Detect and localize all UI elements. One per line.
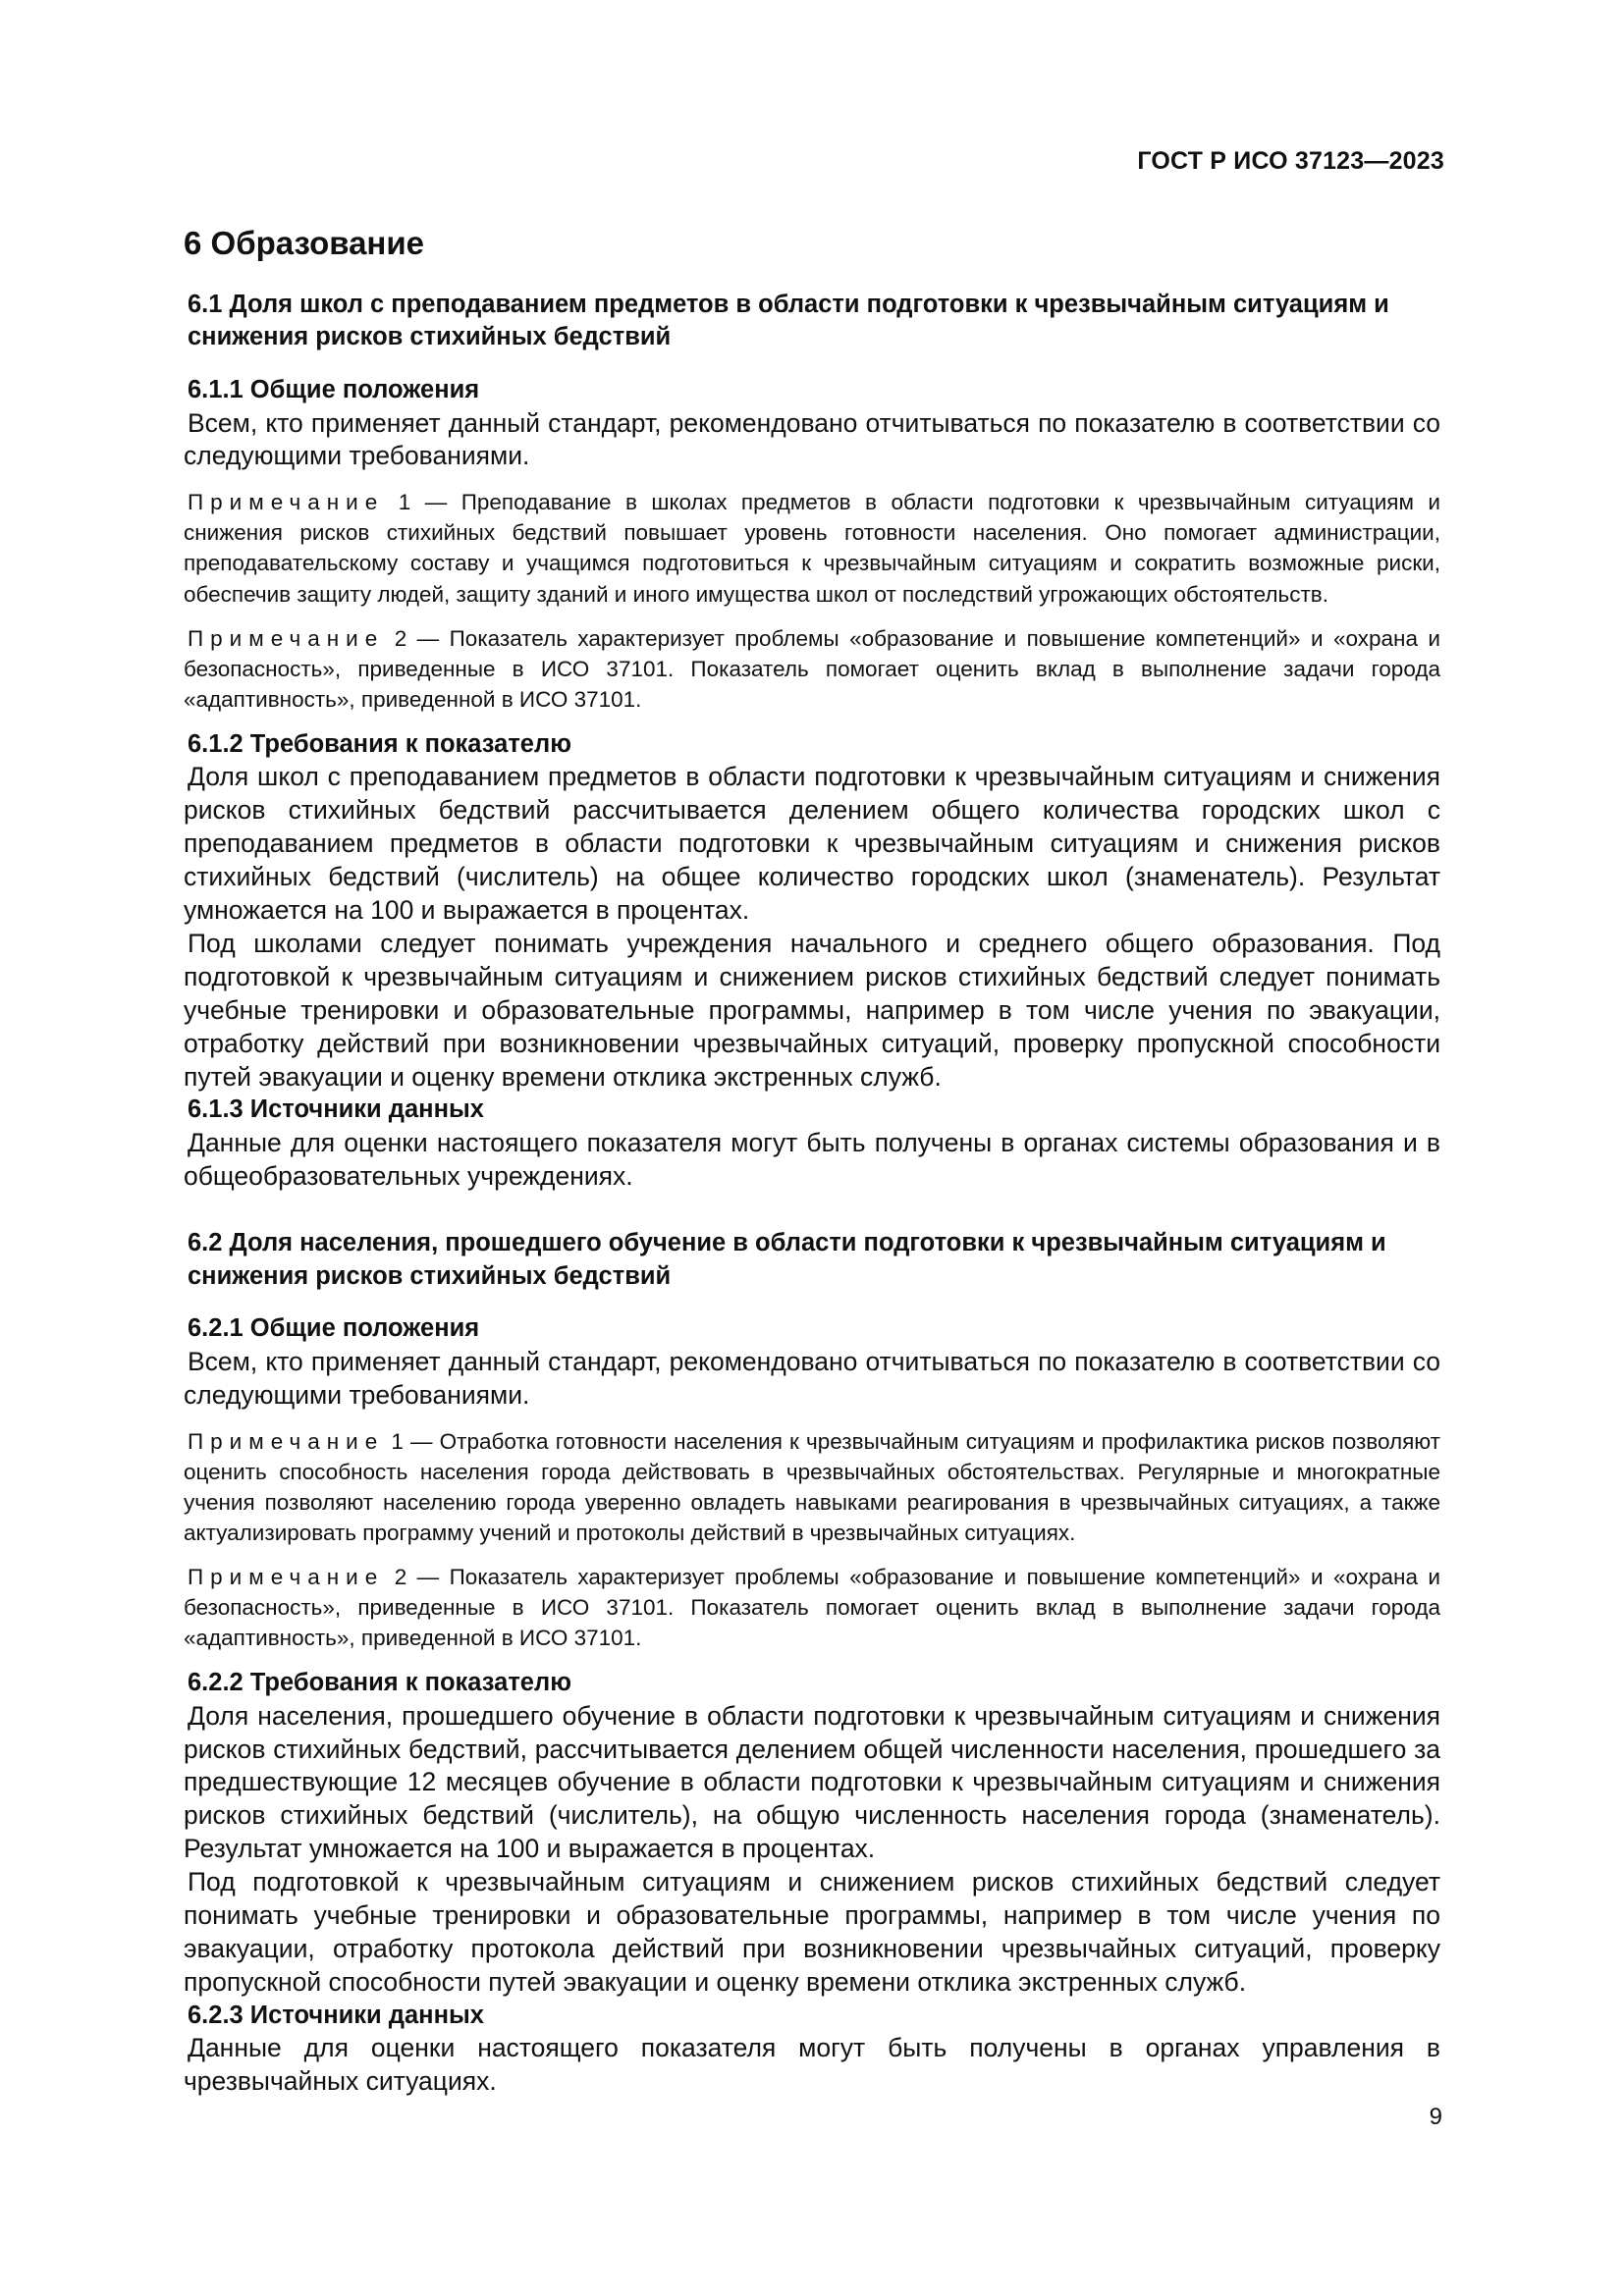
- note-text: 2 — Показатель характеризует проблемы «образование и повышение компетенций» и «охрана и безопасность», приведенные в ИСО 37101. Показатель помогает оценить вклад в выполнение задачи города «адаптивность», приведенной в ИСО 37101.: [184, 625, 1440, 712]
- section-title: 6 Образование: [184, 225, 425, 261]
- document-body: [184, 224, 1440, 2099]
- note-label: Примечание: [188, 625, 385, 651]
- clause-6-1-2-paragraph-1: Доля школ с преподаванием предметов в области подготовки к чрезвычайным ситуациям и снижения рисков стихийных бедствий рассчитывается делением общего количества городских школ с преподаванием предметов в области подготовки к чрезвычайным ситуациям и снижения рисков стихийных бедствий (числитель) на общее количество городских школ (знаменатель). Результат умножается на 100 и выражается в процентах.: [184, 762, 1440, 925]
- note-text: 2 — Показатель характеризует проблемы «образование и повышение компетенций» и «охрана и безопасность», приведенные в ИСО 37101. Показатель помогает оценить вклад в выполнение задачи города «адаптивность», приведенной в ИСО 37101.: [184, 1564, 1440, 1650]
- clause-6-2-3-title: 6.2.3 Источники данных: [188, 2001, 484, 2029]
- clause-6-2-2-paragraph-1: Доля населения, прошедшего обучение в области подготовки к чрезвычайным ситуациям и снижения рисков стихийных бедствий, рассчитывается делением общей численности населения, прошедшего за предшествующие 12 месяцев обучение в области подготовки к чрезвычайным ситуациям и снижения рисков стихийных бедствий (числитель), на общую численность населения города (знаменатель). Результат умножается на 100 и выражается в процентах.: [184, 1700, 1440, 1864]
- clause-6-1-1-title: 6.1.1 Общие положения: [188, 375, 480, 403]
- clause-6-2-2-title: 6.2.2 Требования к показателю: [188, 1669, 571, 1696]
- clause-6-2-1-title: 6.2.1 Общие положения: [188, 1314, 480, 1343]
- section-spacer: [184, 1194, 1440, 1227]
- note-label: Примечание: [188, 1428, 385, 1454]
- note-6-2-1-2: [184, 1562, 1440, 1653]
- note-label: Примечание: [188, 490, 385, 515]
- clause-6-1-2-title: 6.1.2 Требования к показателю: [188, 729, 571, 758]
- clause-6-2-2-paragraph-2: Под подготовкой к чрезвычайным ситуациям и снижением рисков стихийных бедствий следует понимать учебные тренировки и образовательные программы, например в том числе учения по эвакуации, отработку протокола действий при возникновении чрезвычайных ситуаций, проверку пропускной способности путей эвакуации и оценку времени отклика экстренных служб.: [184, 1867, 1440, 1997]
- clause-6-1-3-paragraph: Данные для оценки настоящего показателя могут быть получены в органах системы образования и в общеобразовательных учреждениях.: [184, 1128, 1440, 1191]
- note-6-1-1-2: [184, 623, 1440, 715]
- subsection-6-1-title: 6.1 Доля школ с преподаванием предметов в области подготовки к чрезвычайным ситуациям и снижения рисков стихийных бедствий: [188, 290, 1389, 351]
- note-6-2-1-1: [184, 1426, 1440, 1548]
- standard-designation: ГОСТ Р ИСО 37123—2023: [1137, 147, 1444, 175]
- clause-6-1-2-paragraph-2: Под школами следует понимать учреждения начального и среднего общего образования. Под подготовкой к чрезвычайным ситуациям и снижением рисков стихийных бедствий следует понимать учебные тренировки и образовательные программы, например в том числе учения по эвакуации, отработку действий при возникновении чрезвычайных ситуаций, проверку пропускной способности путей эвакуации и оценку времени отклика экстренных служб.: [184, 928, 1440, 1092]
- subsection-6-2-title: 6.2 Доля населения, прошедшего обучение в области подготовки к чрезвычайным ситуациям и снижения рисков стихийных бедствий: [188, 1228, 1386, 1290]
- page-number: 9: [1429, 2104, 1442, 2130]
- note-6-1-1-1: [184, 487, 1440, 609]
- clause-6-1-1-paragraph: Всем, кто применяет данный стандарт, рекомендовано отчитываться по показателю в соответствии со следующими требованиями.: [184, 407, 1440, 471]
- note-text: 1 — Отработка готовности населения к чрезвычайным ситуациям и профилактика рисков позволяют оценить способность населения города действовать в чрезвычайных обстоятельствах. Регулярные и многократные учения позволяют населению города уверенно овладеть навыками реагирования в чрезвычайных ситуациях, а также актуализировать программу учений и протоколы действий в чрезвычайных ситуациях.: [184, 1428, 1440, 1545]
- note-text: 1 — Преподавание в школах предметов в области подготовки к чрезвычайным ситуациям и снижения рисков стихийных бедствий повышает уровень готовности населения. Оно помогает администрации, преподавательскому составу и учащимся подготовиться к чрезвычайным ситуациям и сократить возможные риски, обеспечив защиту людей, защиту зданий и иного имущества школ от последствий угрожающих обстоятельств.: [184, 490, 1440, 607]
- clause-6-2-3-paragraph: Данные для оценки настоящего показателя могут быть получены в органах управления в чрезвычайных ситуациях.: [184, 2033, 1440, 2097]
- note-label: Примечание: [188, 1564, 385, 1589]
- clause-6-1-3-title: 6.1.3 Источники данных: [188, 1095, 484, 1124]
- clause-6-2-1-paragraph: Всем, кто применяет данный стандарт, рекомендовано отчитываться по показателю в соответствии со следующими требованиями.: [184, 1346, 1440, 1410]
